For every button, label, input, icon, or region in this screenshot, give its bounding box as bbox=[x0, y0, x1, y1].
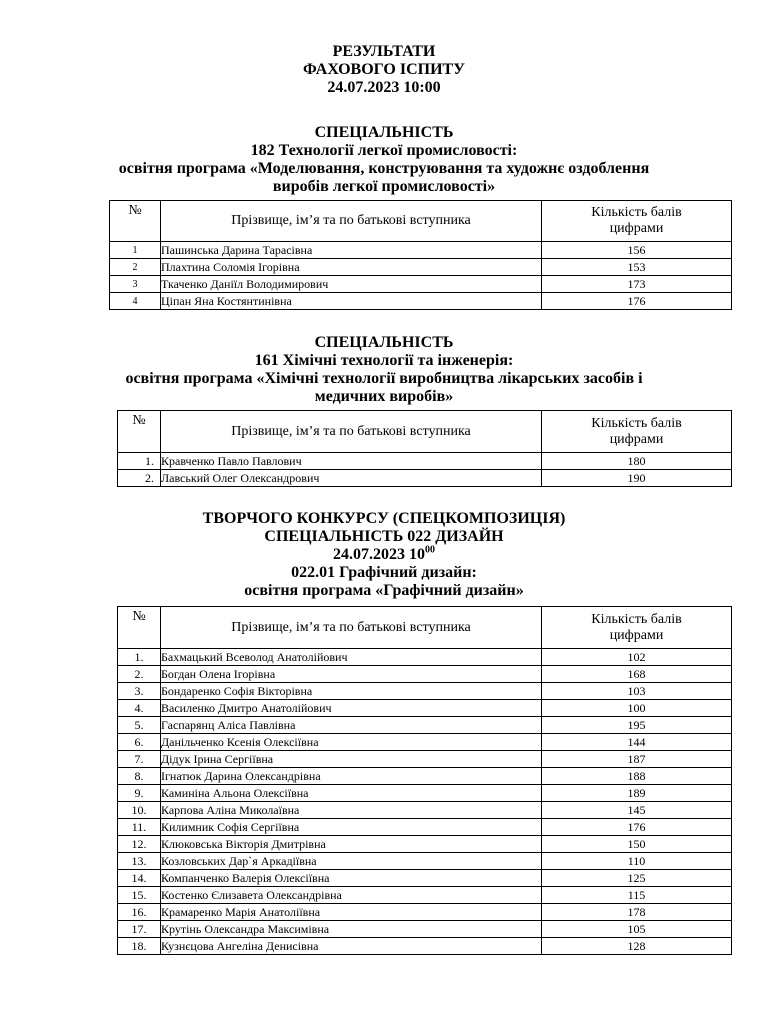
applicant-name: Крамаренко Марія Анатоліївна bbox=[161, 904, 542, 921]
section3-contest-line: ТВОРЧОГО КОНКУРСУ (СПЕЦКОМПОЗИЦІЯ) bbox=[202, 510, 566, 527]
table-row bbox=[110, 276, 732, 293]
applicant-name: Кузнєцова Ангеліна Денисівна bbox=[161, 938, 542, 955]
section3-specialty-line: СПЕЦІАЛЬНІСТЬ 022 ДИЗАЙН bbox=[264, 528, 504, 545]
applicant-score: 188 bbox=[542, 768, 732, 785]
applicant-score: 102 bbox=[542, 649, 732, 666]
applicant-name: Дідук Ірина Сергіївна bbox=[161, 751, 542, 768]
row-number: 6. bbox=[118, 734, 161, 751]
section2-label: СПЕЦІАЛЬНІСТЬ bbox=[314, 334, 454, 351]
table-row bbox=[110, 293, 732, 310]
column-header-score-line1: Кількість балів bbox=[591, 415, 682, 431]
row-number: 13. bbox=[118, 853, 161, 870]
row-number: 2 bbox=[110, 259, 161, 276]
column-header-score-line2: цифрами bbox=[609, 627, 664, 643]
applicant-score: 168 bbox=[542, 666, 732, 683]
row-number: 8. bbox=[118, 768, 161, 785]
section3-specialty: 022.01 Графічний дизайн: bbox=[291, 564, 477, 581]
section1-heading bbox=[0, 124, 768, 196]
table-row bbox=[118, 819, 732, 836]
applicant-score: 144 bbox=[542, 734, 732, 751]
applicant-score: 103 bbox=[542, 683, 732, 700]
table-header-row bbox=[110, 201, 732, 242]
row-number: 15. bbox=[118, 887, 161, 904]
row-number: 10. bbox=[118, 802, 161, 819]
table-row bbox=[118, 666, 732, 683]
table-row bbox=[118, 470, 732, 487]
table-row bbox=[118, 836, 732, 853]
row-number: 5. bbox=[118, 717, 161, 734]
applicant-score: 190 bbox=[542, 470, 732, 487]
column-header-number: № bbox=[118, 411, 161, 453]
applicant-name: Ткаченко Даніїл Володимирович bbox=[161, 276, 542, 293]
table-row bbox=[118, 904, 732, 921]
table-row bbox=[118, 802, 732, 819]
applicant-score: 187 bbox=[542, 751, 732, 768]
row-number: 1. bbox=[118, 453, 161, 470]
row-number: 18. bbox=[118, 938, 161, 955]
table-row bbox=[118, 785, 732, 802]
table-row bbox=[118, 751, 732, 768]
row-number: 12. bbox=[118, 836, 161, 853]
applicant-score: 150 bbox=[542, 836, 732, 853]
column-header-number: № bbox=[110, 201, 161, 242]
applicant-name: Крутінь Олександра Максимівна bbox=[161, 921, 542, 938]
table-row bbox=[118, 717, 732, 734]
applicant-score: 178 bbox=[542, 904, 732, 921]
row-number: 16. bbox=[118, 904, 161, 921]
applicant-name: Лавський Олег Олександрович bbox=[161, 470, 542, 487]
title-line-datetime: 24.07.2023 10:00 bbox=[327, 79, 441, 96]
column-header-score-line1: Кількість балів bbox=[591, 205, 682, 220]
applicant-name: Козловських Дар`я Аркадіївна bbox=[161, 853, 542, 870]
applicant-score: 100 bbox=[542, 700, 732, 717]
row-number: 3. bbox=[118, 683, 161, 700]
applicant-name: Ігнатюк Дарина Олександрівна bbox=[161, 768, 542, 785]
applicant-score: 153 bbox=[542, 259, 732, 276]
table-row bbox=[118, 649, 732, 666]
row-number: 4 bbox=[110, 293, 161, 310]
applicant-name: Плахтина Соломія Ігорівна bbox=[161, 259, 542, 276]
section3-heading bbox=[0, 510, 768, 600]
row-number: 3 bbox=[110, 276, 161, 293]
applicant-score: 176 bbox=[542, 819, 732, 836]
applicant-score: 176 bbox=[542, 293, 732, 310]
applicant-score: 125 bbox=[542, 870, 732, 887]
section1-results-table bbox=[109, 200, 732, 310]
applicant-score: 156 bbox=[542, 242, 732, 259]
applicant-score: 105 bbox=[542, 921, 732, 938]
table-row bbox=[118, 453, 732, 470]
column-header-name: Прізвище, ім’я та по батькові вступника bbox=[161, 607, 542, 649]
applicant-name: Каминіна Альона Олексіївна bbox=[161, 785, 542, 802]
applicant-name: Бахмацький Всеволод Анатолійович bbox=[161, 649, 542, 666]
applicant-name: Пашинська Дарина Тарасівна bbox=[161, 242, 542, 259]
column-header-name: Прізвище, ім’я та по батькові вступника bbox=[161, 411, 542, 453]
section3-date-superscript: 00 bbox=[425, 544, 435, 556]
row-number: 1. bbox=[118, 649, 161, 666]
table-row bbox=[118, 683, 732, 700]
applicant-score: 180 bbox=[542, 453, 732, 470]
section3-datetime bbox=[0, 546, 768, 564]
column-header-score-line2: цифрами bbox=[609, 221, 664, 236]
title-line-results: РЕЗУЛЬТАТИ bbox=[332, 43, 436, 60]
applicant-name: Ціпан Яна Костянтинівна bbox=[161, 293, 542, 310]
column-header-number: № bbox=[118, 607, 161, 649]
table-row bbox=[118, 700, 732, 717]
row-number: 11. bbox=[118, 819, 161, 836]
table-row bbox=[110, 259, 732, 276]
section3-program: освітня програма «Графічний дизайн» bbox=[244, 582, 524, 599]
applicant-score: 189 bbox=[542, 785, 732, 802]
column-header-score-line2: цифрами bbox=[609, 431, 664, 447]
applicant-score: 145 bbox=[542, 802, 732, 819]
applicant-name: Кравченко Павло Павлович bbox=[161, 453, 542, 470]
section2-program-line1: освітня програма «Хімічні технології виробництва лікарських засобів і bbox=[125, 370, 643, 387]
table-row bbox=[118, 853, 732, 870]
table-row bbox=[118, 921, 732, 938]
section1-program-line2: виробів легкої промисловості» bbox=[272, 178, 496, 195]
applicant-name: Гаспарянц Аліса Павлівна bbox=[161, 717, 542, 734]
section3-date: 24.07.2023 10 bbox=[333, 546, 425, 563]
applicant-name: Богдан Олена Ігорівна bbox=[161, 666, 542, 683]
column-header-score bbox=[542, 411, 732, 453]
section2-specialty: 161 Хімічні технології та інженерія: bbox=[254, 352, 514, 369]
section3-results-table bbox=[117, 606, 732, 955]
applicant-name: Компанченко Валерія Олексіївна bbox=[161, 870, 542, 887]
row-number: 9. bbox=[118, 785, 161, 802]
row-number: 1 bbox=[110, 242, 161, 259]
applicant-score: 115 bbox=[542, 887, 732, 904]
section2-program-line2: медичних виробів» bbox=[314, 388, 454, 405]
table-row bbox=[118, 870, 732, 887]
table-row bbox=[118, 768, 732, 785]
applicant-name: Клюковська Вікторія Дмитрівна bbox=[161, 836, 542, 853]
row-number: 17. bbox=[118, 921, 161, 938]
row-number: 2. bbox=[118, 470, 161, 487]
applicant-score: 173 bbox=[542, 276, 732, 293]
document-title bbox=[0, 43, 768, 97]
applicant-name: Данільченко Ксенія Олексіївна bbox=[161, 734, 542, 751]
row-number: 14. bbox=[118, 870, 161, 887]
row-number: 2. bbox=[118, 666, 161, 683]
applicant-name: Килимник Софія Сергіївна bbox=[161, 819, 542, 836]
section1-label: СПЕЦІАЛЬНІСТЬ bbox=[314, 124, 454, 141]
applicant-score: 128 bbox=[542, 938, 732, 955]
row-number: 7. bbox=[118, 751, 161, 768]
section1-specialty: 182 Технології легкої промисловості: bbox=[250, 142, 518, 159]
column-header-score bbox=[542, 201, 732, 242]
title-line-exam: ФАХОВОГО ІСПИТУ bbox=[303, 61, 465, 78]
table-header-row bbox=[118, 411, 732, 453]
applicant-name: Василенко Дмитро Анатолійович bbox=[161, 700, 542, 717]
applicant-name: Костенко Єлизавета Олександрівна bbox=[161, 887, 542, 904]
section1-program-line1: освітня програма «Моделювання, конструювання та художнє оздоблення bbox=[118, 160, 650, 177]
table-row bbox=[118, 938, 732, 955]
column-header-score bbox=[542, 607, 732, 649]
row-number: 4. bbox=[118, 700, 161, 717]
table-row bbox=[118, 734, 732, 751]
column-header-score-line1: Кількість балів bbox=[591, 611, 682, 627]
applicant-name: Карпова Аліна Миколаївна bbox=[161, 802, 542, 819]
applicant-name: Бондаренко Софія Вікторівна bbox=[161, 683, 542, 700]
applicant-score: 195 bbox=[542, 717, 732, 734]
section2-results-table bbox=[117, 410, 732, 487]
table-header-row bbox=[118, 607, 732, 649]
section2-heading bbox=[0, 334, 768, 406]
column-header-name: Прізвище, ім’я та по батькові вступника bbox=[161, 201, 542, 242]
table-row bbox=[118, 887, 732, 904]
applicant-score: 110 bbox=[542, 853, 732, 870]
table-row bbox=[110, 242, 732, 259]
